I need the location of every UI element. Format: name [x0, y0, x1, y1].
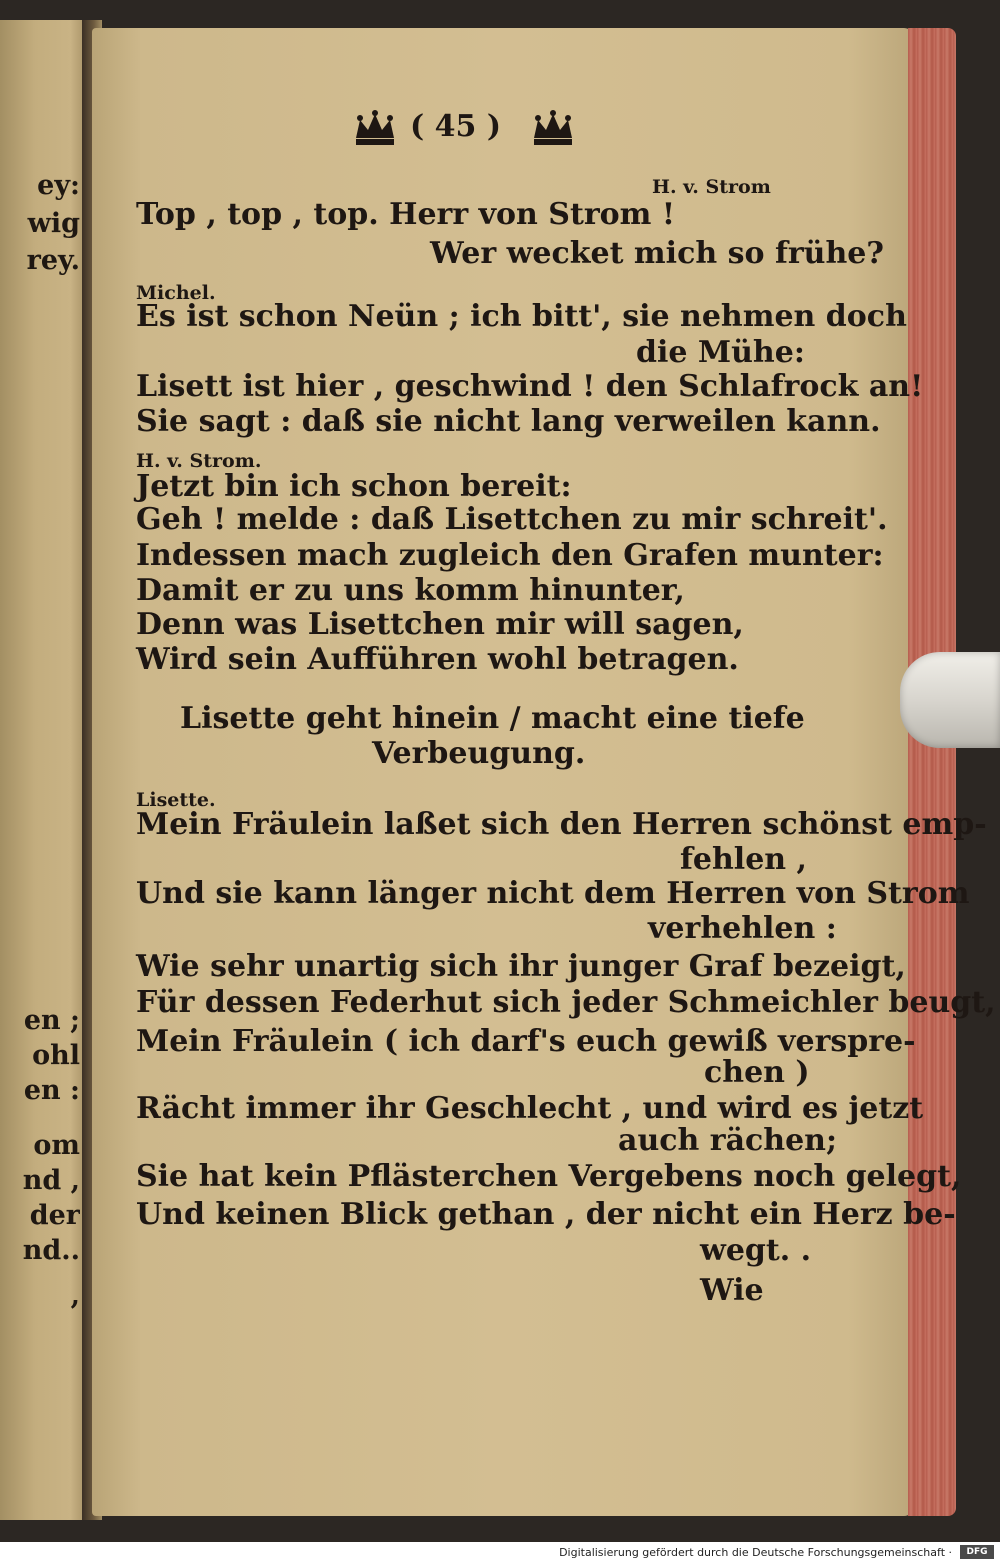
- verse-line: die Mühe:: [636, 335, 805, 370]
- stage-direction: Verbeugung.: [372, 736, 586, 771]
- verse-line: Mein Fräulein laßet sich den Herren schönst emp-: [136, 807, 987, 842]
- verse-line: Wie sehr unartig sich ihr junger Graf bezeigt,: [136, 949, 906, 984]
- verse-line: Denn was Lisettchen mir will sagen,: [136, 607, 744, 642]
- verse-line: Damit er zu uns komm hinunter,: [136, 573, 685, 608]
- catchword: Wie: [700, 1273, 764, 1308]
- verse-line: Indessen mach zugleich den Grafen munter:: [136, 538, 884, 573]
- left-page-fragment: om: [33, 1130, 80, 1161]
- verse-line: Sie sagt : daß sie nicht lang verweilen kann.: [136, 404, 881, 439]
- verse-line: verhehlen :: [648, 911, 837, 946]
- stage-direction: Lisette geht hinein / macht eine tiefe: [180, 701, 805, 736]
- verse-line: Mein Fräulein ( ich darf's euch gewiß verspre-: [136, 1024, 916, 1059]
- verse-line: Jetzt bin ich schon bereit:: [136, 469, 572, 504]
- left-page-fragment: en :: [23, 1075, 80, 1106]
- verse-line: Es ist schon Neün ; ich bitt', sie nehmen doch: [136, 299, 907, 334]
- dfg-logo: DFG: [960, 1545, 994, 1559]
- verse-line: Lisett ist hier , geschwind ! den Schlafrock an!: [136, 369, 924, 404]
- verse-line: wegt. .: [700, 1233, 812, 1268]
- verse-line: Und keinen Blick gethan , der nicht ein Herz be-: [136, 1197, 956, 1232]
- verse-line: Geh ! melde : daß Lisettchen zu mir schreit'.: [136, 502, 888, 537]
- verse-line: fehlen ,: [680, 842, 807, 877]
- left-page-fragment: der: [29, 1200, 80, 1231]
- page-edge: [908, 28, 956, 1516]
- verse-line: Wer wecket mich so frühe?: [430, 236, 884, 271]
- left-page-fragment: ,: [70, 1280, 80, 1311]
- speaker-name: H. v. Strom: [652, 176, 771, 198]
- crown-icon: [352, 108, 398, 148]
- verse-line: Und sie kann länger nicht dem Herren von Strom: [136, 876, 970, 911]
- verse-line: chen ): [704, 1055, 810, 1090]
- verse-line: Wird sein Aufführen wohl betragen.: [136, 642, 739, 677]
- left-page: [0, 20, 88, 1520]
- left-page-fragment: nd..: [22, 1235, 80, 1266]
- speaker-name: Lisette.: [136, 789, 216, 811]
- footer-credit: Digitalisierung gefördert durch die Deutsche Forschungsgemeinschaft ·: [559, 1546, 952, 1559]
- verse-line: auch rächen;: [618, 1123, 838, 1158]
- footer-bar: [0, 1542, 1000, 1562]
- verse-line: Top , top , top. Herr von Strom !: [136, 197, 675, 232]
- page-clip: [900, 652, 1000, 748]
- left-page-fragment: rey.: [26, 245, 80, 276]
- left-page-fragment: nd ,: [22, 1165, 80, 1196]
- crown-icon: [530, 108, 576, 148]
- left-page-fragment: wig: [27, 208, 80, 239]
- verse-line: Rächt immer ihr Geschlecht , und wird es jetzt: [136, 1091, 924, 1126]
- speaker-name: H. v. Strom.: [136, 450, 262, 472]
- speaker-name: Michel.: [136, 282, 216, 304]
- left-page-fragment: ohl: [32, 1040, 80, 1071]
- left-page-fragment: ey:: [37, 170, 80, 201]
- verse-line: Sie hat kein Pflästerchen Vergebens noch gelegt,: [136, 1159, 962, 1194]
- left-page-fragment: en ;: [23, 1005, 80, 1036]
- verse-line: Für dessen Federhut sich jeder Schmeichler beugt,: [136, 985, 996, 1020]
- page-number: ( 45 ): [410, 109, 502, 144]
